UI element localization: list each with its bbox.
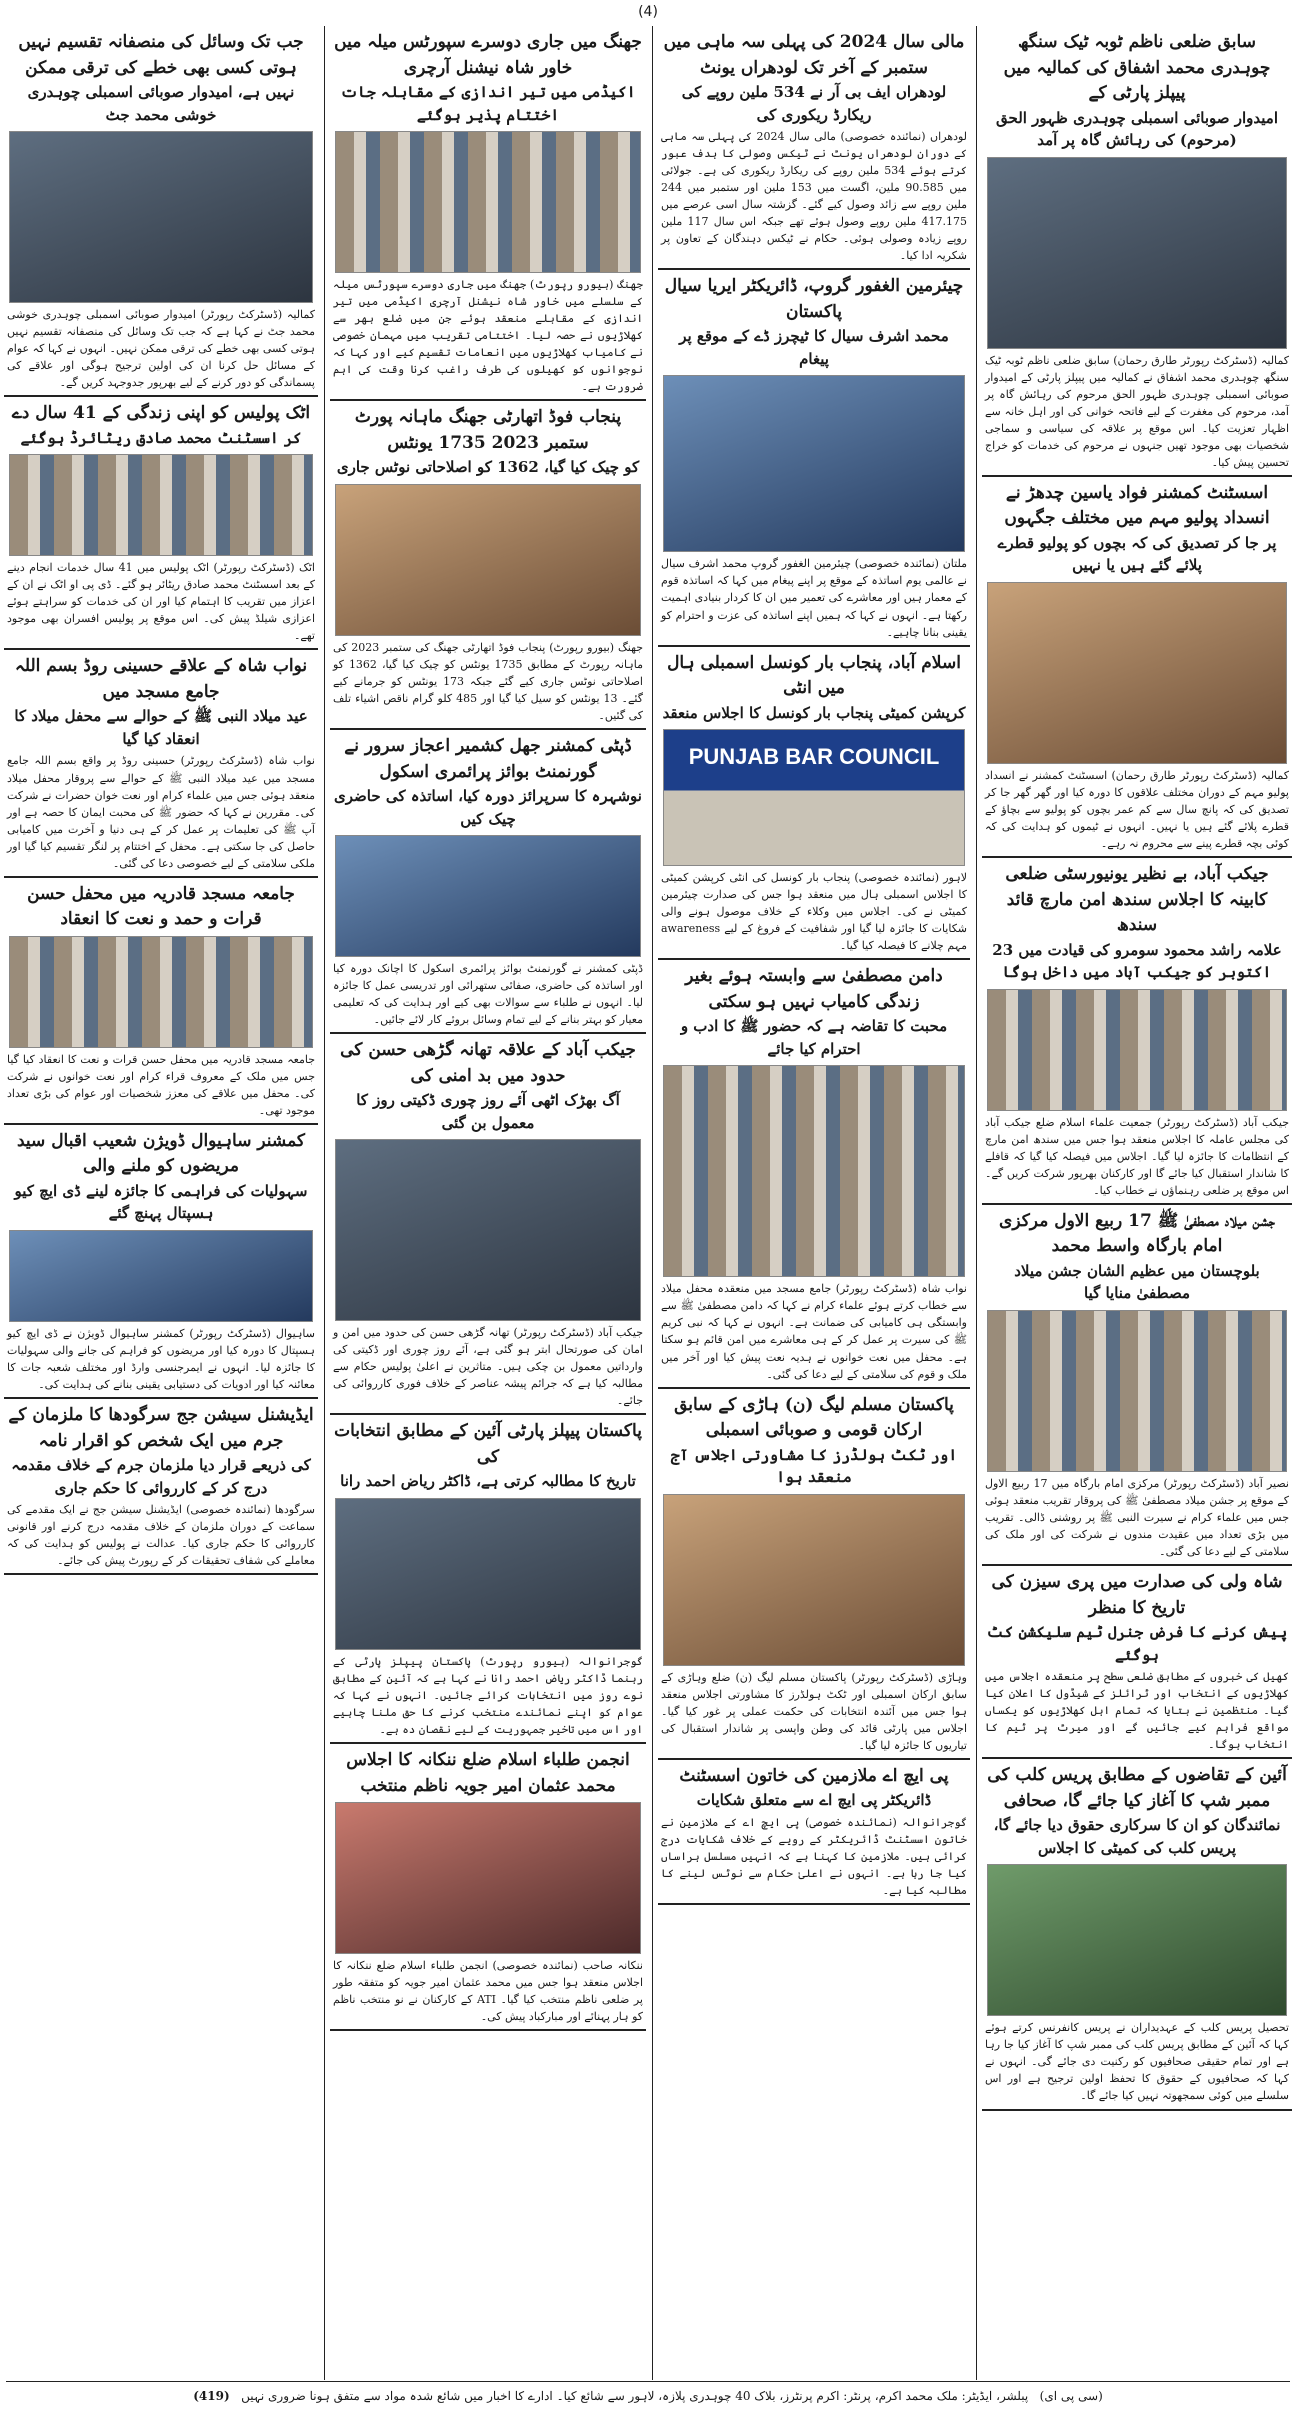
news-story (330, 730, 646, 1034)
story-subheadline: کر اسسٹنٹ محمد صادق ریٹائرڈ ہوگئے (20, 428, 302, 447)
story-headline: پاکستان مسلم لیگ (ن) ہاڑی کے سابق ارکان قومی و صوبائی اسمبلی (674, 1394, 954, 1441)
footer-code: (419) (193, 2389, 230, 2403)
story-headline: پنجاب فوڈ اتھارٹی جھنگ ماہانہ پورٹ ستمبر 2023 1735 یونٹس (354, 407, 622, 453)
story-body: ننکانہ صاحب (نمائندہ خصوصی) انجمن طلباء اسلام ضلع ننکانہ کا اجلاس منعقد ہوا جس میں محمد عثمان امیر جویہ کو متفقہ طور پر ضلعی ناظم منتخب کیا گیا۔ ATI کے کارکنان نے نو منتخب ناظم کو ہار پہنائے اور مبارکباد پیش کی۔ (333, 1959, 643, 2024)
story-headline: ایڈیشنل سیشن جج سرگودھا کا ملزمان کے جرم میں ایک شخص کو اقرار نامہ (8, 1405, 314, 1451)
news-story (982, 858, 1292, 1205)
story-headline: اٹک پولیس کو اپنی زندگی کے 41 سال دے (11, 403, 311, 424)
story-subheadline: پر جا کر تصدیق کی کہ بچوں کو پولیو قطرے پلائے گئے ہیں یا نہیں (997, 533, 1277, 575)
story-body: نصیر آباد (ڈسٹرکٹ رپورٹر) مرکزی امام بارگاہ میں 17 ربیع الاول کے موقع پر جشن میلاد مصطفیٰ ﷺ کی پروقار تقریب منعقد ہوئی جس میں علماء کرام نے سیرت النبی ﷺ پر روشنی ڈالی۔ تقریب میں بڑی تعداد میں عقیدت مندوں نے شرکت کی اور ملک کی سلامتی کے لیے دعا کی گئی۔ (985, 1476, 1289, 1558)
news-photo (335, 1498, 640, 1650)
story-body: لودھراں (نمائندہ خصوصی) مالی سال 2024 کی پہلی سہ ماہی کے دوران لودھراں یونٹ نے ٹیکس وصولی کا ہدف عبور کرتے ہوئے 534 ملین روپے کی ریکارڈ ریکوری کی ہے۔ جولائی میں 90.585 ملین، اگست میں 153 ملین اور ستمبر میں 244 ملین روپے سے زائد وصول کیے گئے۔ گزشتہ سال اسی عرصے میں 417.175 ملین روپے وصول ہوئے تھے جبکہ اس سال 117 ملین روپے زیادہ وصولی ہوئی۔ حکام نے ٹیکس دہندگان کے تعاون پر شکریہ ادا کیا۔ (661, 130, 968, 263)
story-body: نواب شاہ (ڈسٹرکٹ رپورٹر) حسینی روڈ پر واقع بسم اللہ جامع مسجد میں عید میلاد النبی ﷺ کے حوالے سے پروقار محفل میلاد منعقد ہوئی جس میں علماء کرام اور نعت خوان حضرات نے شرکت کی۔ مقررین نے کہا کہ حضور ﷺ کی محبت ایمان کا حصہ ہے اور آپ ﷺ کی تعلیمات پر عمل کر کے ہی دنیا و آخرت میں کامیابی حاصل کی جا سکتی ہے۔ محفل کے اختتام پر لنگر تقسیم کیا گیا اور ملکی سلامتی کے لیے خصوصی دعا کی گئی۔ (7, 754, 315, 870)
column-separator (652, 26, 653, 2380)
news-photo (987, 989, 1287, 1111)
news-photo (987, 582, 1287, 764)
news-photo (335, 484, 640, 636)
story-subheadline: کو چیک کیا گیا، 1362 کو اصلاحاتی نوٹس جاری (336, 458, 640, 477)
story-subheadline: تاریخ کا مطالبہ کرتی ہے، ڈاکٹر ریاض احمد رانا (340, 1472, 636, 1491)
story-body: جامعہ مسجد قادریہ میں محفل حسن قرات و نعت کا انعقاد کیا گیا جس میں ملک کے معروف قراء کرام اور نعت خوانوں نے شرکت کی۔ محفل میں علاقے کی معزز شخصیات اور عوام کی بڑی تعداد موجود تھی۔ (7, 1052, 315, 1117)
news-photo (987, 1864, 1287, 2016)
column-center-left (326, 26, 650, 2380)
story-body: ملتان (نمائندہ خصوصی) چیئرمین الغفور گروپ محمد اشرف سیال نے عالمی یوم اساتذہ کے موقع پر اپنے پیغام میں کہا کہ اساتذہ قوم کے معمار ہیں اور معاشرے کی تعمیر میں ان کا کردار بنیادی اہمیت رکھتا ہے۔ انہوں نے کہا کہ ہمیں اپنے اساتذہ کی عزت و احترام کو یقینی بنانا چاہیے۔ (661, 557, 967, 639)
news-photo (663, 729, 965, 866)
story-subheadline: پیش کرنے کا فرض جنرل ٹیم سلیکشن کٹ ہوگئے (986, 1623, 1288, 1664)
column-center-right (654, 26, 974, 2380)
story-headline: کمشنر ساہیوال ڈویژن شعیب اقبال سید مریضوں کو ملنے والی (16, 1130, 305, 1177)
news-story (4, 26, 318, 397)
news-story (658, 270, 970, 646)
story-body: سرگودھا (نمائندہ خصوصی) ایڈیشنل سیشن جج نے ایک مقدمے کی سماعت کے دوران ملزمان کے خلاف مقدمہ درج کرنے اور قانونی کارروائی کا حکم جاری کیا۔ عدالت نے پولیس کو ہدایت کی کہ معاملے کی شفاف تحقیقات کر کے رپورٹ پیش کی جائے۔ (7, 1503, 315, 1568)
footer-text: پبلشر، ایڈیٹر: ملک محمد اکرم، پرنٹر: اکرم پرنٹرز، بلاک 40 چوہدری پلازہ، لاہور سے شائع کیا۔ ادارے کا اخبار میں شائع شدہ مواد سے متفق ہونا ضروری نہیں (241, 2389, 1029, 2403)
news-photo (335, 1802, 640, 1954)
story-body: کمالیہ (ڈسٹرکٹ رپورٹر طارق رحمان) اسسٹنٹ کمشنر نے انسداد پولیو مہم کے دوران مختلف علاقوں کا دورہ کیا اور گھر گھر جا کر تصدیق کی کہ پانچ سال سے کم عمر بچوں کو پولیو سے بچاؤ کے قطرے پلائے گئے ہیں یا نہیں۔ انہوں نے ٹیموں کو ہدایت کی کہ کوئی بچہ قطرے پینے سے محروم نہ رہے۔ (985, 768, 1289, 851)
news-story (658, 1389, 970, 1760)
story-body: جھنگ (بیورو رپورٹ) پنجاب فوڈ اتھارٹی جھنگ کی ستمبر 2023 کی ماہانہ رپورٹ کے مطابق 1735 یونٹس کو چیک کیا گیا، 1362 کو اصلاحاتی نوٹس جاری کیے گئے جبکہ 173 یونٹس کو جرمانے کیے گئے۔ 13 یونٹس کو سیل کیا گیا اور 485 کلو گرام ناقص اشیاء تلف کی گئیں۔ (333, 640, 643, 723)
story-headline: پاکستان پیپلز پارٹی آئین کے مطابق انتخابات کی (334, 1421, 642, 1467)
story-headline: مالی سال 2024 کی پہلی سہ ماہی میں ستمبر کے آخر تک لودھراں یونٹ (663, 32, 965, 78)
story-body: کمالیہ (ڈسٹرکٹ رپورٹر) امیدوار صوبائی اسمبلی چوہدری خوشی محمد جٹ نے کہا ہے کہ جب تک وسائل کی منصفانہ تقسیم نہیں ہوتی کسی بھی خطے کی ترقی ممکن نہیں۔ انہوں نے کہا کہ عوام کے مسائل حل کرنا ان کی اولین ترجیح ہوگی اور علاقے کی پسماندگی کو دور کرنے کے لیے بھرپور جدوجہد کریں گے۔ (7, 308, 315, 390)
story-headline: نواب شاہ کے علاقے حسینی روڈ بسم اللہ جامع مسجد میں (14, 656, 308, 702)
story-body: نواب شاہ (ڈسٹرکٹ رپورٹر) جامع مسجد میں منعقدہ محفل میلاد سے خطاب کرتے ہوئے علماء کرام نے کہا کہ دامن مصطفیٰ ﷺ سے وابستگی ہی کامیابی کی ضمانت ہے۔ انہوں نے کہا کہ نبی کریم ﷺ کی سیرت پر عمل کر کے ہی معاشرے میں امن قائم ہو سکتا ہے۔ محفل میں نعت خوانوں نے ہدیہ نعت پیش کیا اور آخر میں ملک و قوم کی سلامتی کے لیے دعا کی گئی۔ (661, 1282, 967, 1381)
news-story (4, 650, 318, 877)
story-subheadline: نہیں ہے، امیدوار صوبائی اسمبلی چوہدری خوشی محمد جٹ (27, 83, 295, 124)
story-headline: جشن میلاد مصطفیٰ ﷺ 17 ربیع الاول مرکزی امام بارگاہ واسط محمد (999, 1210, 1275, 1257)
story-headline: سابق ضلعی ناظم ٹوبہ ٹیک سنگھ چوہدری محمد اشفاق کی کمالیہ میں پیپلز پارٹی کے (1003, 32, 1271, 103)
story-body: جیکب آباد (ڈسٹرکٹ رپورٹر) تھانہ گڑھی حسن کی حدود میں امن و امان کی صورتحال ابتر ہو گئی ہے، آئے روز چوری اور ڈکیتی کی وارداتیں معمول بن چکی ہیں۔ متاثرین نے اعلیٰ پولیس حکام سے مطالبہ کیا ہے کہ جرائم پیشہ عناصر کے خلاف فوری کارروائی کی جائے۔ (333, 1326, 644, 1408)
news-story (658, 1760, 970, 1905)
story-body: ساہیوال (ڈسٹرکٹ رپورٹر) کمشنر ساہیوال ڈویژن نے ڈی ایچ کیو ہسپتال کا دورہ کیا اور مریضوں کو فراہم کی جانے والی سہولیات کا جائزہ لیا۔ انہوں نے ایمرجنسی وارڈ اور مختلف شعبہ جات کا معائنہ کیا اور ادویات کی دستیابی یقینی بنانے کی ہدایت کی۔ (7, 1326, 315, 1392)
story-subheadline: آگ بھڑک اٹھی آئے روز چوری ڈکیتی روز کا معمول بن گئی (356, 1091, 620, 1132)
news-photo (987, 157, 1287, 349)
story-headline: جب تک وسائل کی منصفانہ تقسیم نہیں ہوتی کسی بھی خطے کی ترقی ممکن (18, 32, 304, 78)
story-headline: انجمن طلباء اسلام ضلع ننکانہ کا اجلاس محمد عثمان امیر جویہ ناظم منتخب (346, 1750, 630, 1796)
news-photo (663, 1494, 965, 1666)
news-story (982, 1205, 1292, 1566)
news-story (330, 26, 646, 401)
news-photo (663, 375, 965, 552)
column-rightmost (978, 26, 1296, 2380)
news-story (982, 477, 1292, 858)
story-subheadline: کی ذریعے قرار دیا ملزمان جرم کے خلاف مقدمہ درج کر کے کارروائی کا حکم جاری (11, 1456, 311, 1497)
footer-tag: (سی پی ای) (1039, 2389, 1103, 2403)
story-body: وہاڑی (ڈسٹرکٹ رپورٹر) پاکستان مسلم لیگ (ن) ضلع وہاڑی کے سابق ارکان اسمبلی اور ٹکٹ ہولڈرز کا مشاورتی اجلاس منعقد ہوا جس میں آئندہ انتخابات کی حکمت عملی پر غور کیا گیا۔ اجلاس میں پارٹی قائد کی وطن واپسی پر شاندار استقبال کی تیاریوں کا جائزہ لیا گیا۔ (661, 1670, 967, 1752)
story-subheadline: ڈائریکٹر پی ایچ اے سے متعلق شکایات (696, 1791, 932, 1810)
story-subheadline: سہولیات کی فراہمی کا جائزہ لینے ڈی ایچ کیو ہسپتال پہنچ گئے (14, 1181, 308, 1223)
news-photo (9, 936, 312, 1048)
story-headline: شاہ ولی کی صدارت میں پری سیزن کی تاریخ کا منظر (991, 1572, 1283, 1618)
column-separator (324, 26, 325, 2380)
story-body: ڈپٹی کمشنر نے گورنمنٹ بوائز پرائمری اسکول کا اچانک دورہ کیا اور اساتذہ کی حاضری، صفائی ستھرائی اور تدریسی عمل کا جائزہ لیا۔ انہوں نے طلباء سے سوالات بھی کیے اور ہدایت کی کہ تعلیمی معیار کو بہتر بنانے کے لیے تمام وسائل بروئے کار لائے جائیں۔ (333, 962, 643, 1027)
news-story (982, 26, 1292, 477)
news-story (330, 1744, 646, 2031)
news-photo (987, 1310, 1287, 1472)
news-story (982, 1566, 1292, 1759)
news-story (4, 397, 318, 650)
story-subheadline: نمائندگان کو ان کا سرکاری حقوق دیا جائے گا، پریس کلب کی کمیٹی کا اجلاس (993, 1816, 1281, 1857)
story-subheadline: علامہ راشد محمود سومرو کی قیادت میں 23 اکتوبر کو جیکب آباد میں داخل ہوگا (992, 940, 1282, 982)
story-subheadline: اور ٹکٹ ہولڈرز کا مشاورتی اجلاس آج منعقد ہوا (670, 1445, 958, 1487)
story-body: اٹک (ڈسٹرکٹ رپورٹر) اٹک پولیس میں 41 سال خدمات انجام دینے کے بعد اسسٹنٹ محمد صادق ریٹائر ہو گئے۔ ڈی پی او اٹک نے ان کے اعزاز میں تقریب کا اہتمام کیا اور ان کی خدمات کو سراہتے ہوئے اعزازی شیلڈ پیش کی۔ اس موقع پر پولیس افسران بھی موجود تھے۔ (7, 561, 315, 643)
story-headline: جیکب آباد، بے نظیر یونیورسٹی ضلعی کابینہ کا اجلاس سندھ امن مارچ قائد سندھ (1005, 864, 1269, 936)
story-headline: جامعہ مسجد قادریہ میں محفل حسن قرات و حمد و نعت کا انعقاد (27, 883, 295, 930)
story-subheadline: عید میلاد النبی ﷺ کے حوالے سے محفل میلاد کا انعقاد کیا گیا (14, 707, 308, 748)
news-story (330, 401, 646, 730)
news-story (658, 960, 970, 1388)
news-story (330, 1415, 646, 1744)
story-subheadline: اکیڈمی میں تیر اندازی کے مقابلہ جات اختتام پذیر ہوگئے (340, 83, 636, 124)
story-headline: اسلام آباد، پنجاب بار کونسل اسمبلی ہال میں انٹی (667, 652, 961, 699)
story-subheadline: بلوچستان میں عظیم الشان جشن میلاد مصطفیٰ منایا گیا (1014, 1261, 1260, 1303)
story-body: لاہور (نمائندہ خصوصی) پنجاب بار کونسل کی انٹی کرپشن کمیٹی کا اجلاس اسمبلی ہال میں منعقد ہوا جس کی صدارت چیئرمین کمیٹی نے کی۔ اجلاس میں وکلاء کے خلاف موصول ہونے والی شکایات کا جائزہ لیا گیا اور شفافیت کے فروغ کے لیے awareness مہم چلانے کا فیصلہ کیا گیا۔ (661, 871, 967, 953)
news-photo (9, 1230, 312, 1322)
banner-sign: PUNJAB BAR COUNCIL (688, 744, 940, 770)
footer-rule (6, 2381, 1290, 2382)
news-photo (335, 131, 640, 273)
story-subheadline: لودھراں ایف بی آر نے 534 ملین روپے کی ریکارڈ ریکوری کی (681, 83, 947, 124)
story-subheadline: محبت کا تقاضہ ہے کہ حضور ﷺ کا ادب و احترام کیا جائے (680, 1017, 948, 1058)
column-leftmost (0, 26, 322, 2380)
news-photo (335, 835, 640, 957)
story-body: جھنگ (بیورو رپورٹ) جھنگ میں جاری دوسرے سپورٹس میلہ کے سلسلے میں خاور شاہ نیشنل آرچری اکیڈمی میں تیر اندازی کے مقابلے منعقد ہوئے جن میں ضلع بھر سے کھلاڑیوں نے حصہ لیا۔ اختتامی تقریب میں مہمان خصوصی نے کامیاب کھلاڑیوں میں انعامات تقسیم کیے اور کہا کہ نوجوانوں کو کھیلوں کی طرف راغب کرنا وقت کی اہم ضرورت ہے۔ (333, 278, 643, 394)
story-body: جیکب آباد (ڈسٹرکٹ رپورٹر) جمعیت علماء اسلام ضلع جیکب آباد کی مجلس عاملہ کا اجلاس منعقد ہوا جس میں سندھ امن مارچ کے انتظامات کا جائزہ لیا گیا۔ اجلاس میں فیصلہ کیا گیا کہ قافلے کا شاندار استقبال کیا جائے گا اور کارکنان بھرپور شرکت کریں گے۔ اس موقع پر ضلعی رہنماؤں نے خطاب کیا۔ (985, 1115, 1289, 1197)
story-subheadline: کرپشن کمیٹی پنجاب بار کونسل کا اجلاس منعقد (662, 703, 966, 722)
news-photo (663, 1065, 965, 1277)
story-headline: دامن مصطفیٰ سے وابستہ ہوئے بغیر زندگی کامیاب نہیں ہو سکتی (685, 966, 943, 1012)
story-subheadline: امیدوار صوبائی اسمبلی چوہدری ظہور الحق (مرحوم) کی رہائش گاہ پر آمد (996, 108, 1278, 149)
story-subheadline: محمد اشرف سیال کا ٹیچرز ڈے کے موقع پر پیغام (679, 327, 949, 368)
story-body: تحصیل پریس کلب کے عہدیداران نے پریس کانفرنس کرتے ہوئے کہا کہ آئین کے مطابق پریس کلب کی ممبر شپ کا آغاز کیا جا رہا ہے اور تمام حقیقی صحافیوں کو رکنیت دی جائے گی۔ انہوں نے کہا کہ صحافیوں کے حقوق کا تحفظ اولین ترجیح ہے اور اس سلسلے میں کوئی سمجھوتہ نہیں کیا جائے گا۔ (985, 2021, 1289, 2103)
story-body: کمالیہ (ڈسٹرکٹ رپورٹر طارق رحمان) سابق ضلعی ناظم ٹوبہ ٹیک سنگھ چوہدری محمد اشفاق نے کمالیہ میں پیپلز پارٹی کے امیدوار صوبائی اسمبلی چوہدری ظہور الحق مرحوم کی رہائش گاہ پر آمد، مرحوم کی مغفرت کے لیے فاتحہ خوانی کی اور اہل خانہ سے اظہار تعزیت کیا۔ اس موقع پر علاقہ کی سیاسی و سماجی شخصیات بھی موجود تھیں جنہوں نے مرحوم کی خدمات کو خراج تحسین پیش کیا۔ (985, 353, 1289, 469)
news-story (658, 647, 970, 961)
column-separator (976, 26, 977, 2380)
news-story (4, 878, 318, 1125)
news-photo (9, 454, 312, 556)
story-headline: آئین کے تقاضوں کے مطابق پریس کلب کی ممبر شپ کا آغاز کیا جائے گا، صحافی (987, 1765, 1287, 1811)
story-headline: چیئرمین الغفور گروپ، ڈائریکٹر ایریا سیال پاکستان (664, 276, 964, 322)
story-headline: جیکب آباد کے علاقہ تھانہ گڑھی حسن کی حدود میں بد امنی کی (340, 1040, 636, 1086)
story-body: کھیل کی خبروں کے مطابق ضلعی سطح پر منعقدہ اجلاس میں کھلاڑیوں کے انتخاب اور ٹرائلز کے شیڈول کا اعلان کیا گیا۔ منتظمین نے بتایا کہ تمام اہل کھلاڑیوں کو یکساں مواقع فراہم کیے جائیں گے اور میرٹ پر ٹیم کا انتخاب ہوگا۔ (985, 1670, 1289, 1752)
news-story (4, 1125, 318, 1399)
story-headline: جھنگ میں جاری دوسرے سپورٹس میلہ میں خاور شاہ نیشنل آرچری (334, 32, 642, 78)
footer-imprint (0, 2384, 1296, 2408)
story-subheadline: نوشہرہ کا سرپرائز دورہ کیا، اساتذہ کی حاضری چیک کیں (334, 787, 642, 828)
news-story (330, 1034, 646, 1415)
news-story (4, 1399, 318, 1575)
story-headline: ڈپٹی کمشنر جھل کشمیر اعجاز سرور نے گورنمنٹ بوائز پرائمری اسکول (344, 736, 632, 782)
news-photo (335, 1139, 640, 1321)
news-story (658, 26, 970, 270)
story-body: گوجرانوالہ (بیورو رپورٹ) پاکستان پیپلز پارٹی کے رہنما ڈاکٹر ریاض احمد رانا نے کہا ہے کہ آئین کے مطابق نوے روز میں انتخابات کرائے جائیں۔ انہوں نے کہا کہ عوام کو اپنے نمائندے منتخب کرنے کا حق ملنا چاہیے اور اس میں تاخیر جمہوریت کے لیے نقصان دہ ہے۔ (333, 1654, 643, 1737)
page-number: (4) (638, 4, 658, 20)
news-story (982, 1759, 1292, 2110)
story-body: گوجرانوالہ (نمائندہ خصوصی) پی ایچ اے کے ملازمین نے خاتون اسسٹنٹ ڈائریکٹر کے رویے کے خلاف شکایات درج کرائی ہیں۔ ملازمین کا کہنا ہے کہ انہیں مسلسل ہراساں کیا جا رہا ہے۔ انہوں نے اعلیٰ حکام سے نوٹس لینے کا مطالبہ کیا ہے۔ (661, 1815, 967, 1898)
news-photo (9, 131, 312, 303)
story-headline: اسسٹنٹ کمشنر فواد یاسین چدھڑ نے انسداد پولیو مہم میں مختلف جگہوں (1004, 482, 1270, 529)
story-headline: پی ایچ اے ملازمین کی خاتون اسسٹنٹ (679, 1765, 949, 1786)
